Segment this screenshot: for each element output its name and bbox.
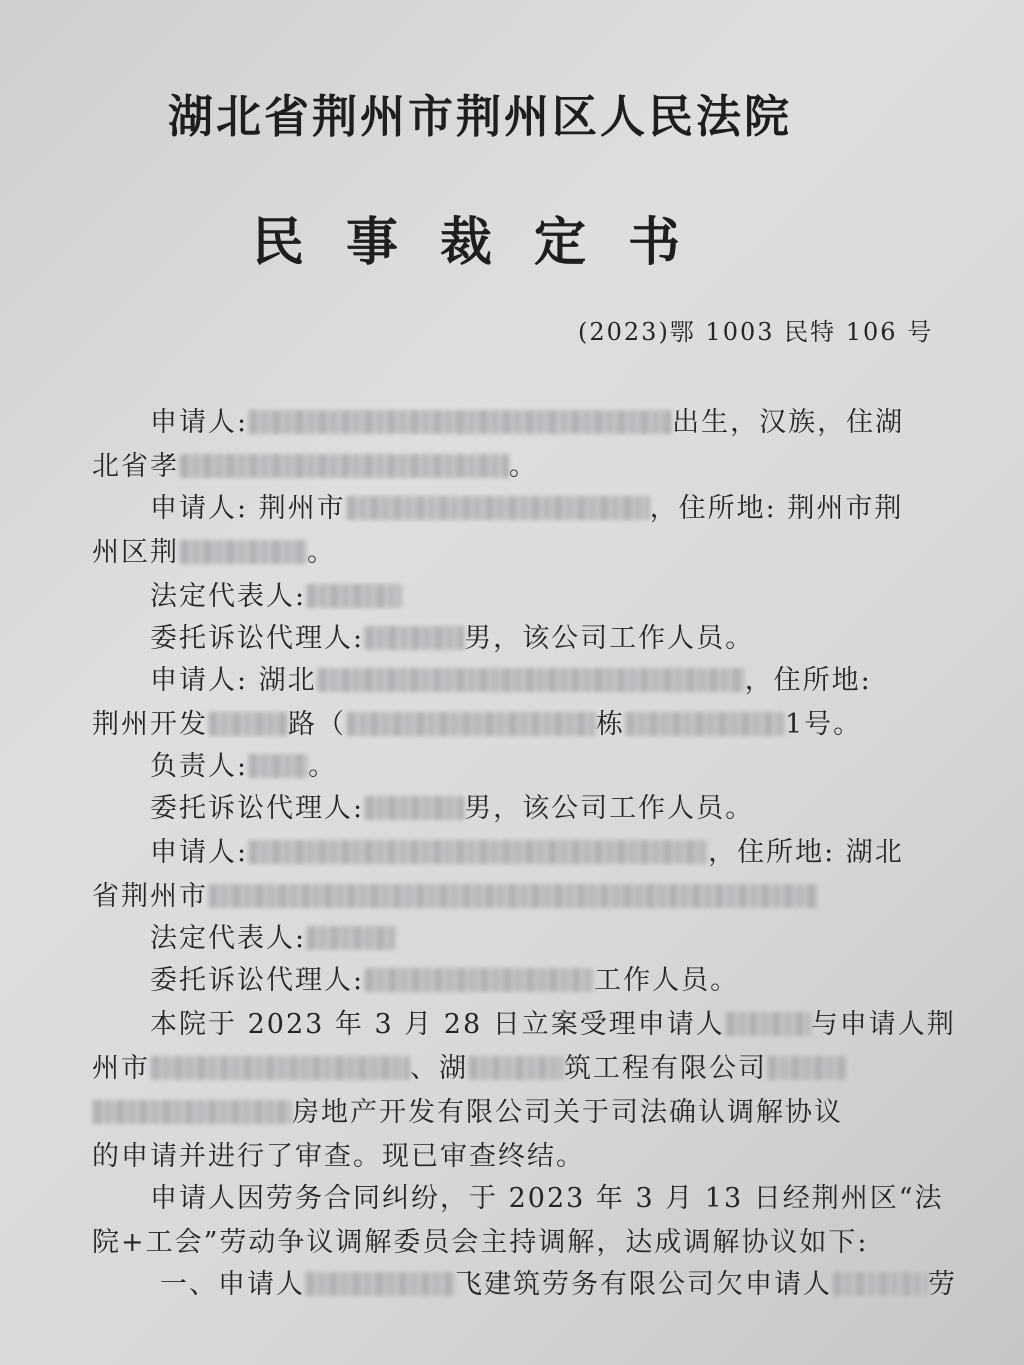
redacted-block (208, 712, 288, 736)
redacted-block (306, 926, 396, 950)
applicant-1-line-1 (150, 406, 904, 440)
redacted-block (468, 1056, 564, 1080)
applicant-2-line-2: 州区荆 。 (92, 537, 336, 568)
redacted-block (248, 410, 672, 434)
applicant-4-agent (150, 964, 739, 998)
applicant-2-line-1 (150, 492, 903, 526)
para-1-text: 与申请人荆 (810, 1009, 956, 1040)
applicant-3-address-a: 荆州开发 (92, 709, 208, 740)
para-1-text: 本院于 2023 年 3 月 28 日立案受理申请人 (150, 1009, 725, 1040)
agent-details: 工作人员。 (594, 965, 740, 996)
para-1-line-4: 的申请并进行了审查。现已审查终结。 (92, 1141, 585, 1172)
redacted-block (208, 884, 818, 908)
redacted-block (364, 968, 594, 992)
agent-details: 男，该公司工作人员。 (464, 623, 755, 654)
applicant-4-line-2 (92, 880, 818, 914)
legal-rep-label: 法定代表人: (150, 581, 307, 612)
redacted-block (92, 1100, 292, 1124)
redacted-block (150, 1056, 410, 1080)
para-1-text: 房地产开发有限公司关于司法确认调解协议 (292, 1097, 843, 1128)
legal-rep-label: 法定代表人: (150, 923, 307, 954)
applicant-2-legal-rep (150, 580, 402, 614)
redacted-block (832, 1272, 928, 1296)
redacted-block (346, 496, 650, 520)
applicant-2-address-label: ，住所地: 荆州市荆 (649, 493, 904, 524)
applicant-3-address-c: 栋 (596, 709, 625, 740)
case-number: (2023)鄂 1003 民特 106 号 (578, 318, 934, 346)
document-title: 民事裁定书 (252, 213, 723, 273)
para-3-text: 飞建筑劳务有限公司欠申请人 (455, 1269, 832, 1300)
para-1-text: 州市 (92, 1053, 150, 1084)
para-3-line-1 (160, 1268, 957, 1302)
applicant-3-agent (150, 792, 754, 826)
applicant-3-line-2 (92, 708, 862, 742)
redacted-block (364, 626, 464, 650)
applicant-3-address-d: 1号。 (785, 709, 863, 740)
para-1-line-1 (150, 1008, 956, 1042)
redacted-block (725, 1012, 811, 1036)
applicant-4-address-label: ，住所地: 湖北 (708, 837, 904, 868)
para-2-line-1: 申请人因劳务合同纠纷，于 2023 年 3 月 13 日经荆州区“法 (150, 1183, 944, 1214)
redacted-block (306, 584, 402, 608)
para-1-text: 筑工程有限公司 (564, 1053, 767, 1084)
applicant-1-line-2: 北省孝 。 (92, 451, 538, 482)
applicant-1-label: 申请人: (150, 407, 249, 438)
head-label: 负责人: (150, 751, 249, 782)
applicant-2-label: 申请人: 荆州市 (150, 493, 346, 524)
applicant-2-agent (150, 622, 754, 656)
para-3-text: 劳 (928, 1269, 957, 1300)
redacted-block (179, 454, 509, 478)
applicant-4-label: 申请人: (150, 837, 249, 868)
applicant-2-address-start: 州区荆 (92, 537, 179, 568)
applicant-3-address-label: ，住所地: (744, 665, 872, 696)
redacted-block (248, 754, 308, 778)
agent-details: 男，该公司工作人员。 (464, 793, 755, 824)
applicant-3-line-1 (150, 664, 872, 698)
applicant-1-address-start: 北省孝 (92, 451, 179, 482)
redacted-block (305, 1272, 455, 1296)
agent-label: 委托诉讼代理人: (150, 793, 365, 824)
para-2-line-2: 院+工会”劳动争议调解委员会主持调解，达成调解协议如下: (92, 1227, 869, 1258)
para-1-line-2 (92, 1052, 847, 1086)
para-1-line-3 (92, 1096, 843, 1130)
applicant-4-line-1 (150, 836, 904, 870)
para-1-text: 、湖 (410, 1053, 468, 1084)
court-name: 湖北省荆州市荆州区人民法院 (168, 90, 793, 143)
redacted-block (625, 712, 785, 736)
redacted-block (179, 540, 307, 564)
applicant-1-details: 出生，汉族，住湖 (672, 407, 905, 438)
applicant-4-address-start: 省荆州市 (92, 881, 208, 912)
applicant-4-legal-rep (150, 922, 396, 956)
applicant-3-address-b: 路（ (288, 709, 346, 740)
redacted-block (767, 1056, 847, 1080)
redacted-block (346, 712, 596, 736)
agent-label: 委托诉讼代理人: (150, 623, 365, 654)
redacted-block (248, 840, 708, 864)
agent-label: 委托诉讼代理人: (150, 965, 365, 996)
redacted-block (364, 796, 464, 820)
redacted-block (317, 668, 745, 692)
applicant-3-label: 申请人: 湖北 (150, 665, 317, 696)
para-3-text: 一、申请人 (160, 1269, 305, 1300)
applicant-3-head: 负责人: 。 (150, 751, 338, 782)
